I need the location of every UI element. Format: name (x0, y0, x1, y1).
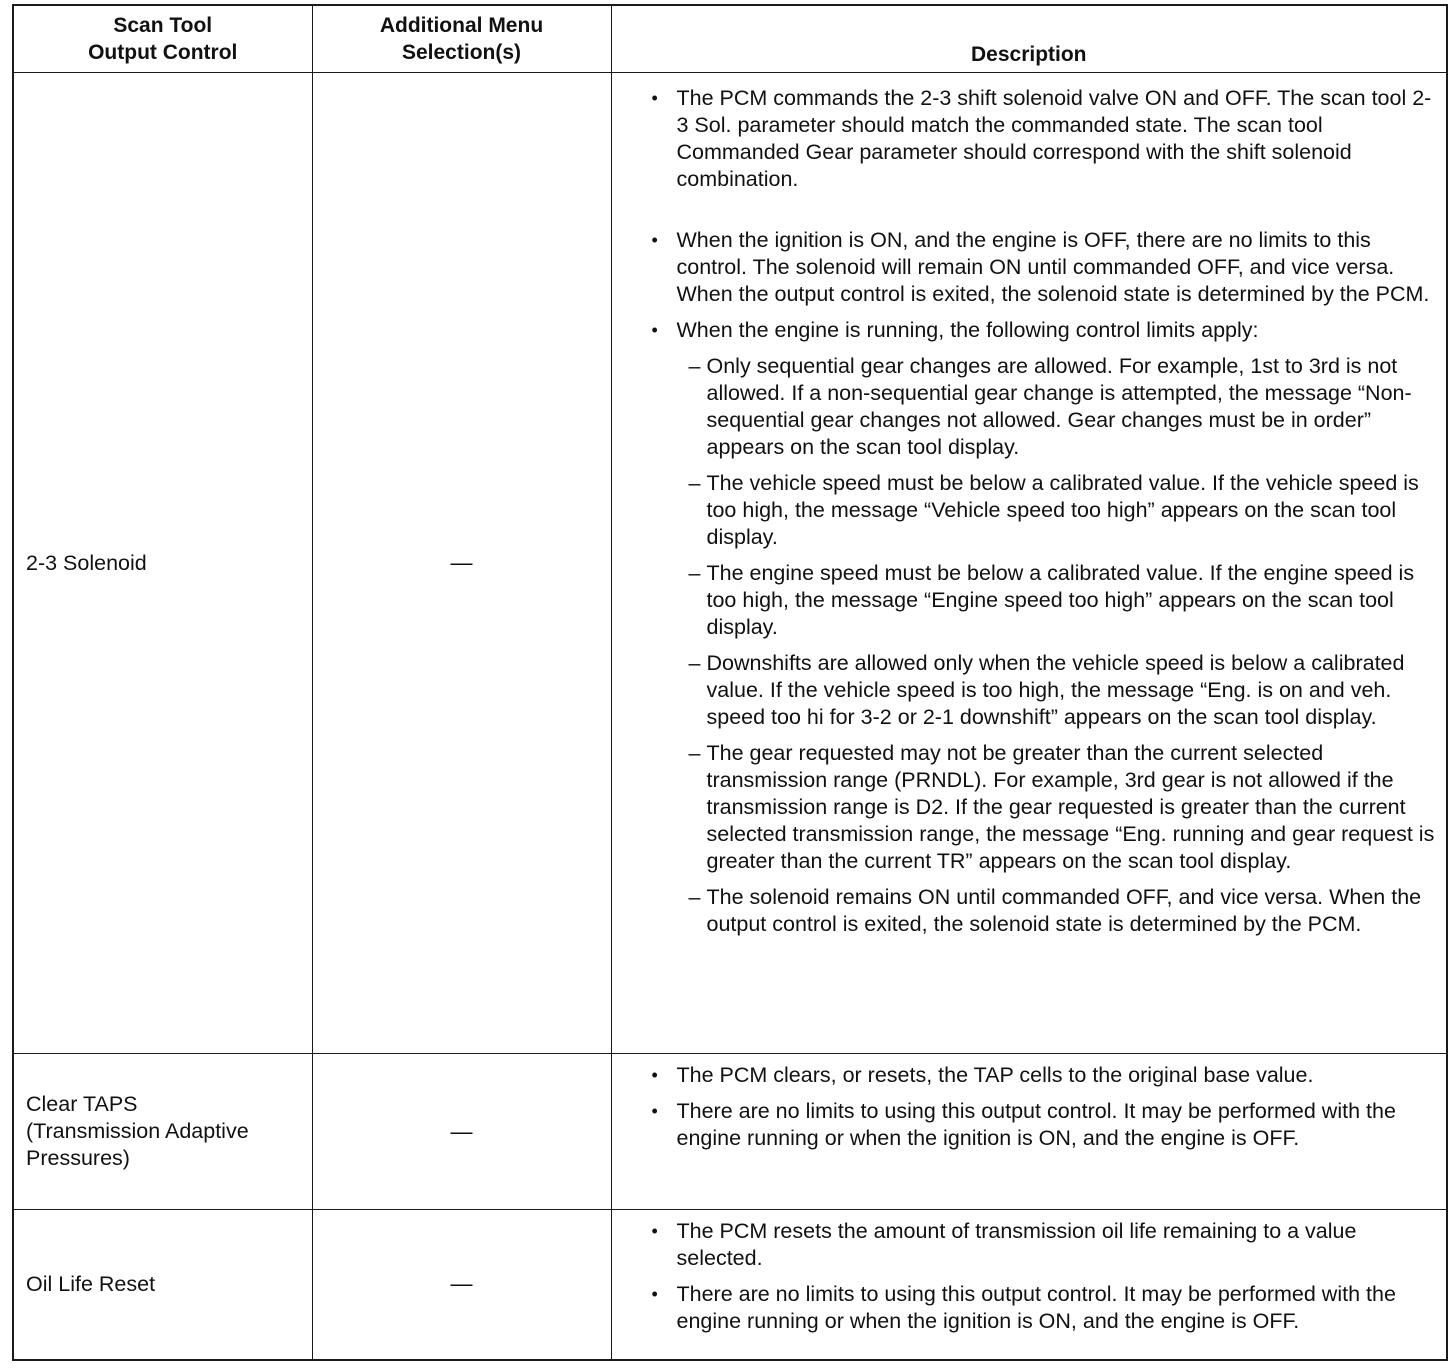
table-row-2-3-solenoid (13, 73, 1447, 1054)
header-output-control-line1: Scan Tool (113, 14, 213, 37)
header-output-control-line2: Output Control (88, 41, 238, 64)
description-bullet: • When the ignition is ON, and the engine is OFF, there are no limits to this control. The solenoid will remain ON until commanded OFF, and vice versa. When the output control is exited, the solenoid state is determined by the PCM. (652, 227, 1439, 308)
header-output-control (13, 5, 312, 73)
menu-selection-value: — (450, 550, 473, 575)
header-row (13, 5, 1447, 73)
output-control-table (12, 4, 1448, 1361)
description-bullet: • There are no limits to using this output control. It may be performed with the engine running or when the ignition is ON, and the engine is OFF. (652, 1098, 1439, 1152)
sub-bullet: – Downshifts are allowed only when the vehicle speed is below a calibrated value. If the vehicle speed is too high, the message “Eng. is on and veh. speed too hi for 3-2 or 2-1 downshift” appears on the scan tool display. (677, 650, 1439, 731)
output-control-subtitle: (Transmission Adaptive Pressures) (26, 1119, 249, 1170)
description-bullet: • There are no limits to using this output control. It may be performed with the engine running or when the ignition is ON, and the engine is OFF. (652, 1281, 1439, 1335)
menu-selection-cell (312, 73, 611, 1054)
header-menu-selection (312, 5, 611, 73)
sub-bullet-list (677, 353, 1439, 938)
header-description: Description (611, 5, 1447, 73)
output-control-name: Clear TAPS (26, 1092, 138, 1116)
table-row-clear-taps (13, 1054, 1447, 1210)
description-cell (611, 1210, 1447, 1360)
description-cell (611, 1054, 1447, 1210)
description-bullet-text: When the engine is running, the following control limits apply: (676, 318, 1259, 342)
header-menu-selection-line1: Additional Menu (379, 14, 544, 37)
sub-bullet: – The vehicle speed must be below a calibrated value. If the vehicle speed is too high, the message “Vehicle speed too high” appears on the scan tool display. (677, 470, 1439, 551)
table-row-oil-life-reset (13, 1210, 1447, 1360)
menu-selection-value: — (450, 1118, 473, 1144)
description-bullet: • The PCM resets the amount of transmission oil life remaining to a value selected. (652, 1218, 1439, 1272)
menu-selection-value: — (450, 1271, 473, 1297)
description-bullet: • The PCM commands the 2-3 shift solenoid valve ON and OFF. The scan tool 2-3 Sol. parameter should match the commanded state. The scan tool Commanded Gear parameter should correspond with the shift solenoid combination. (652, 85, 1439, 193)
header-menu-selection-line2: Selection(s) (401, 41, 522, 64)
menu-selection-cell (312, 1210, 611, 1360)
description-bullet (652, 317, 1439, 938)
sub-bullet: – The gear requested may not be greater than the current selected transmission range (PRNDL). For example, 3rd gear is not allowed if the transmission range is D2. If the gear requested is greater than the current selected transmission range, the message “Eng. running and gear request is greater than the current TR” appears on the scan tool display. (677, 740, 1439, 875)
output-control-cell (13, 73, 312, 1054)
description-cell (611, 73, 1447, 1054)
output-control-cell (13, 1210, 312, 1360)
menu-selection-cell (312, 1054, 611, 1210)
output-control-name: 2-3 Solenoid (26, 550, 147, 575)
description-bullet: • The PCM clears, or resets, the TAP cells to the original base value. (652, 1062, 1439, 1089)
sub-bullet: – Only sequential gear changes are allowed. For example, 1st to 3rd is not allowed. If a non-sequential gear change is attempted, the message “Non-sequential gear changes not allowed. Gear changes must be in order” appears on the scan tool display. (677, 353, 1439, 461)
output-control-cell (13, 1054, 312, 1210)
sub-bullet: – The engine speed must be below a calibrated value. If the engine speed is too high, the message “Engine speed too high” appears on the scan tool display. (677, 560, 1439, 641)
sub-bullet: – The solenoid remains ON until commanded OFF, and vice versa. When the output control is exited, the solenoid state is determined by the PCM. (677, 884, 1439, 938)
output-control-name: Oil Life Reset (26, 1271, 156, 1296)
